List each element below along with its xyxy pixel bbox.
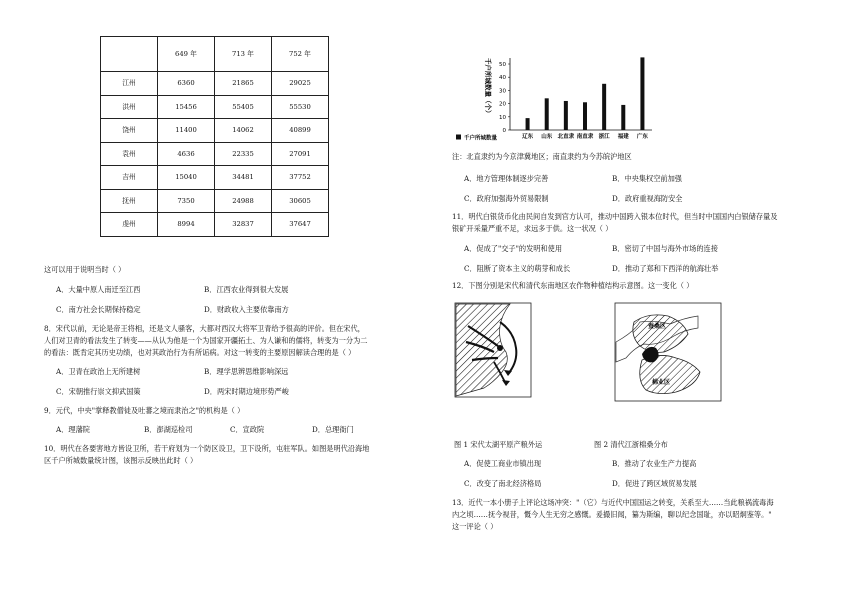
- table-cell: 22335: [215, 142, 272, 166]
- table-cell: 30605: [272, 189, 329, 213]
- q11-line2: 银矿开采量严重不足，求远多于供。这一状况（ ）: [452, 224, 613, 233]
- q12-option-b[interactable]: B．推动了农业生产力提高: [612, 459, 697, 468]
- table-cell: 8994: [158, 213, 215, 237]
- table-row: [101, 72, 329, 96]
- table-header-cell: [101, 37, 158, 72]
- q12-stem: 12．下图分别是宋代和清代东南地区农作物种植结构示意图。这一变化（ ）: [452, 281, 694, 290]
- x-tick-label: 广东: [636, 134, 648, 140]
- q11-line1: 11．明代白银货币化由民间自发到官方认可，推动中国跨入银本位时代，但当时中国国内白银储存量及: [452, 212, 778, 221]
- population-table: [100, 36, 329, 237]
- q12-option-c[interactable]: C．改变了南北经济格局: [464, 479, 542, 488]
- q10-option-a[interactable]: A．地方管理体制逐步完善: [464, 174, 549, 183]
- table-header-cell: 752 年: [272, 37, 329, 72]
- legend-label: 千户所城数量: [464, 135, 498, 142]
- x-tick-label: 辽东: [522, 134, 534, 140]
- q7-option-d[interactable]: D．财政收入主要依靠南方: [204, 305, 289, 314]
- y-tick-label: 20: [499, 101, 506, 108]
- x-tick-label: 南直隶: [576, 134, 594, 140]
- q8-line3: 的看法：既肯定其历史功绩，也对其政治行为有所诟病。对这一转变的主要原因解读合理的是（ ）: [44, 348, 356, 357]
- x-tick-label: 北直隶: [557, 134, 575, 140]
- table-cell: 虔州: [101, 213, 158, 237]
- q9-option-b[interactable]: B．澎湖巡检司: [144, 425, 193, 434]
- chart-ylabel: 千户所城数量（个）: [484, 58, 492, 117]
- table-cell: 15040: [158, 166, 215, 190]
- table-row: [101, 189, 329, 213]
- q13-line3: 这一评论（ ）: [452, 522, 498, 531]
- q9-option-d[interactable]: D．总理衙门: [312, 425, 354, 434]
- table-cell: 6360: [158, 72, 215, 96]
- table-cell: 27091: [272, 142, 329, 166]
- map2-caption: 图 2 清代江浙棉桑分布: [594, 440, 668, 449]
- table-header-cell: 649 年: [158, 37, 215, 72]
- table-row: [101, 119, 329, 143]
- chart-note: 注：北直隶约为今京津冀地区；南直隶约为今苏皖沪地区: [452, 152, 632, 161]
- table-row: [101, 213, 329, 237]
- table-cell: 29025: [272, 72, 329, 96]
- q8-option-b[interactable]: B．理学思辨思维影响深远: [204, 367, 289, 376]
- table-cell: 34481: [215, 166, 272, 190]
- x-tick-label: 浙江: [598, 134, 610, 140]
- y-ticks: [499, 62, 510, 134]
- y-tick-label: 10: [499, 114, 506, 121]
- table-cell: 14062: [215, 119, 272, 143]
- table-cell: 21865: [215, 72, 272, 96]
- q7-stem: 这可以用于说明当时（ ）: [44, 265, 126, 274]
- q9-option-c[interactable]: C．宣政院: [230, 425, 265, 434]
- q11-option-c[interactable]: C．阻断了资本主义的萌芽和成长: [464, 264, 571, 273]
- y-tick-label: 40: [499, 75, 506, 82]
- table-cell: 抚州: [101, 189, 158, 213]
- y-tick-label: 50: [499, 62, 506, 68]
- bar-浙江: [602, 84, 606, 130]
- x-tick-label: 山东: [541, 134, 553, 140]
- q8-option-c[interactable]: C．宋朝推行崇文抑武国策: [56, 387, 141, 396]
- map2-label-cotton: 棉业区: [652, 379, 671, 386]
- map-qing-jiangzhe-cotton-mulberry: [614, 302, 722, 402]
- q10-line2: 区千户所城数量统计图，该图示反映出此时（ ）: [44, 456, 198, 465]
- q13-line1: 13．近代一本小册子上评论这场冲突："（它）与近代中国国运之转变，关系至大……当此粮祸流毒海: [452, 498, 774, 507]
- y-tick-label: 0: [502, 128, 506, 134]
- bar-福建: [621, 105, 625, 130]
- table-cell: 4636: [158, 142, 215, 166]
- q11-option-d[interactable]: D．推动了郑和下西洋的航海壮举: [612, 264, 719, 273]
- legend-swatch: [456, 135, 461, 140]
- table-row: [101, 142, 329, 166]
- table-cell: 饶州: [101, 119, 158, 143]
- table-cell: 11400: [158, 119, 215, 143]
- table-cell: 袁州: [101, 142, 158, 166]
- table-cell: 7350: [158, 189, 215, 213]
- bar-北直隶: [564, 101, 568, 130]
- bar-南直隶: [583, 102, 587, 130]
- bar-广东: [640, 57, 644, 130]
- table-header-row: [101, 37, 329, 72]
- table-cell: 40899: [272, 119, 329, 143]
- table-cell: 37647: [272, 213, 329, 237]
- q12-option-d[interactable]: D．促进了跨区域贸易发展: [612, 479, 697, 488]
- q10-option-b[interactable]: B．中央集权空前加强: [612, 174, 682, 183]
- table-cell: 15456: [158, 95, 215, 119]
- q11-option-a[interactable]: A．促成了"交子"的发明和使用: [464, 244, 563, 253]
- y-tick-label: 30: [499, 88, 506, 95]
- table-row: [101, 166, 329, 190]
- table-cell: 24988: [215, 189, 272, 213]
- q7-option-c[interactable]: C．南方社会长期保持稳定: [56, 305, 141, 314]
- table-row: [101, 95, 329, 119]
- q8-line2: 人们对卫青的看法发生了转变——从认为他是一个为国家开疆拓土、为人谦和的儒将，转变为一分为二: [44, 336, 368, 345]
- map-song-taihu-grain-export: [454, 302, 532, 398]
- q13-line2: 内之顷……抚今视昔，慨今人生无穷之感慨。爰撮旧闻，纂为斯编，聊以纪念国耻，亦以昭炯鉴等。": [452, 510, 772, 519]
- table-cell: 55405: [215, 95, 272, 119]
- table-cell: 洪州: [101, 95, 158, 119]
- q9-option-a[interactable]: A．理藩院: [56, 425, 90, 434]
- table-header-cell: 713 年: [215, 37, 272, 72]
- table-cell: 吉州: [101, 166, 158, 190]
- table-cell: 37752: [272, 166, 329, 190]
- q11-option-b[interactable]: B．密切了中国与海外市场的连接: [612, 244, 718, 253]
- bar-辽东: [526, 118, 530, 130]
- q10-option-d[interactable]: D．政府重视海防安全: [612, 194, 683, 203]
- q10-option-c[interactable]: C．政府加强海外贸易限制: [464, 194, 549, 203]
- q7-option-b[interactable]: B．江西农业得到很大发展: [204, 285, 289, 294]
- q7-option-a[interactable]: A．大量中原人南迁至江西: [56, 285, 141, 294]
- map2-label-sericulture: 蚕桑区: [648, 323, 667, 330]
- garrison-count-bar-chart: [452, 46, 692, 142]
- bars: [526, 57, 645, 130]
- q12-option-a[interactable]: A．促使工商业市镇出现: [464, 459, 542, 468]
- table-cell: 32837: [215, 213, 272, 237]
- q8-option-a[interactable]: A．卫青在政治上无所建树: [56, 367, 141, 376]
- q8-option-d[interactable]: D．两宋时期边境形势严峻: [204, 387, 289, 396]
- map1-caption: 图 1 宋代太湖平原产粮外运: [454, 440, 543, 449]
- x-tick-labels: [521, 132, 648, 140]
- q8-line1: 8．宋代以前，无论是帝王将相，还是文人骚客，大都对西汉大将军卫青给予很高的评价。但在宋代，: [44, 324, 365, 333]
- x-tick-label: 福建: [617, 134, 629, 140]
- table-cell: 55530: [272, 95, 329, 119]
- q9-stem: 9．元代，中央"掌释教僧徒及吐蕃之境而隶治之"的机构是（ ）: [44, 406, 245, 415]
- table-cell: 江州: [101, 72, 158, 96]
- bar-山东: [545, 98, 549, 130]
- q10-line1: 10．明代在各要害地方皆设卫所，若干府划为一个防区设卫，卫下设所，屯驻军队。如图是明代沿海地: [44, 444, 370, 453]
